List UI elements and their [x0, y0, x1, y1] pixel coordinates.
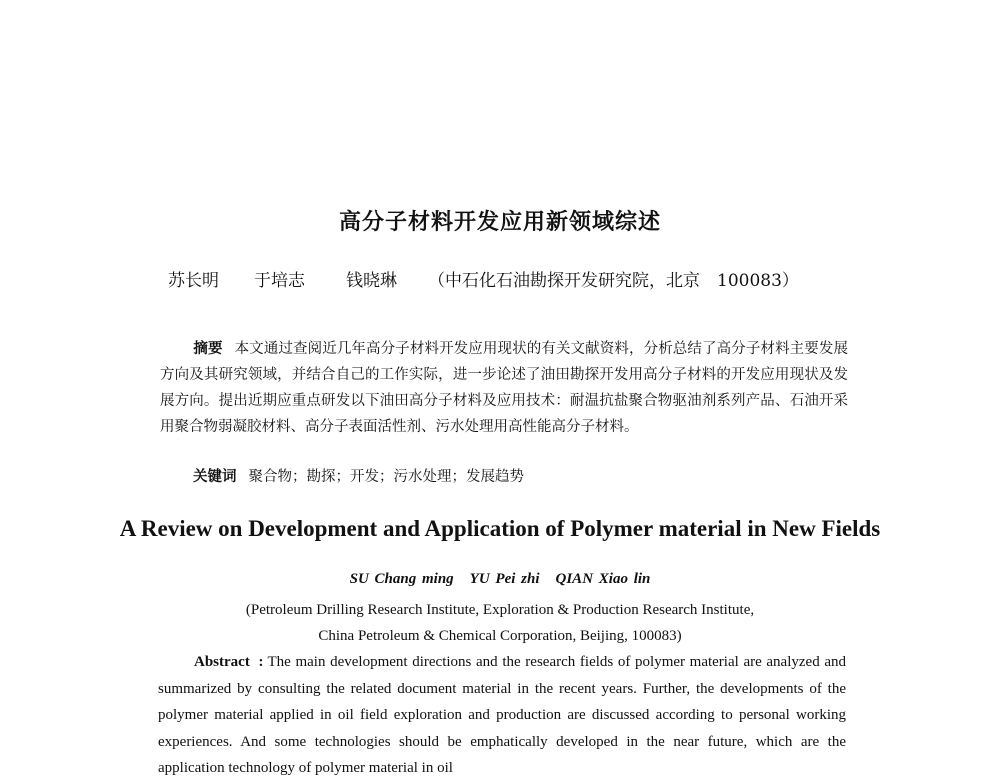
chinese-keywords-label: 关键词 — [193, 469, 237, 485]
author-2-cn: 于培志 — [254, 271, 305, 291]
author-1-en: SU Chang ming — [349, 571, 454, 587]
chinese-affiliation: （中石化石油勘探开发研究院，北京 100083） — [428, 271, 799, 291]
chinese-keywords-text: 聚合物；勘探；开发；污水处理；发展趋势 — [248, 469, 524, 485]
chinese-abstract-text: 本文通过查阅近几年高分子材料开发应用现状的有关文献资料，分析总结了高分子材料主要发展方向及其研究领域，并结合自己的工作实际，进一步论述了油田勘探开发用高分子材料的开发应用现状及发展方向。提出近期应重点研发以下油田高分子材料及应用技术：耐温抗盐聚合物驱油剂系列产品、石油开采用聚合物弱凝胶材料、高分子表面活性剂、污水处理用高性能高分子材料。 — [160, 341, 848, 435]
author-2-en: YU Pei zhi — [469, 571, 540, 587]
english-abstract-text: The main development directions and the research fields of polymer material are analyzed and summarized by consulting the related document material in the recent years. Further, the developments of the polymer material applied in oil field exploration and production are discussed according to personal working experiences. And some technologies should be emphatically developed in the near future, which are the application technology of polymer material in oil — [158, 654, 847, 776]
chinese-abstract-label: 摘要 — [193, 341, 223, 357]
chinese-author-line — [168, 266, 848, 291]
english-author-line — [0, 571, 1000, 588]
english-abstract-label: Abstract — [194, 654, 250, 670]
english-abstract-separator: : — [258, 654, 264, 670]
chinese-abstract — [160, 336, 848, 440]
english-title: A Review on Development and Application of Polymer material in New Fields — [119, 516, 881, 541]
chinese-title: 高分子材料开发应用新领域综述 — [338, 210, 661, 235]
author-3-cn: 钱晓琳 — [346, 271, 397, 291]
english-affiliation — [0, 597, 1000, 649]
author-3-en: QIAN Xiao lin — [555, 571, 651, 587]
english-abstract — [158, 649, 846, 782]
english-affiliation-line-1: (Petroleum Drilling Research Institute, Exploration & Production Research Institute, — [245, 602, 755, 618]
author-1-cn: 苏长明 — [168, 271, 219, 291]
chinese-keywords — [193, 464, 853, 490]
english-affiliation-line-2: China Petroleum & Chemical Corporation, Beijing, 100083) — [318, 628, 682, 644]
